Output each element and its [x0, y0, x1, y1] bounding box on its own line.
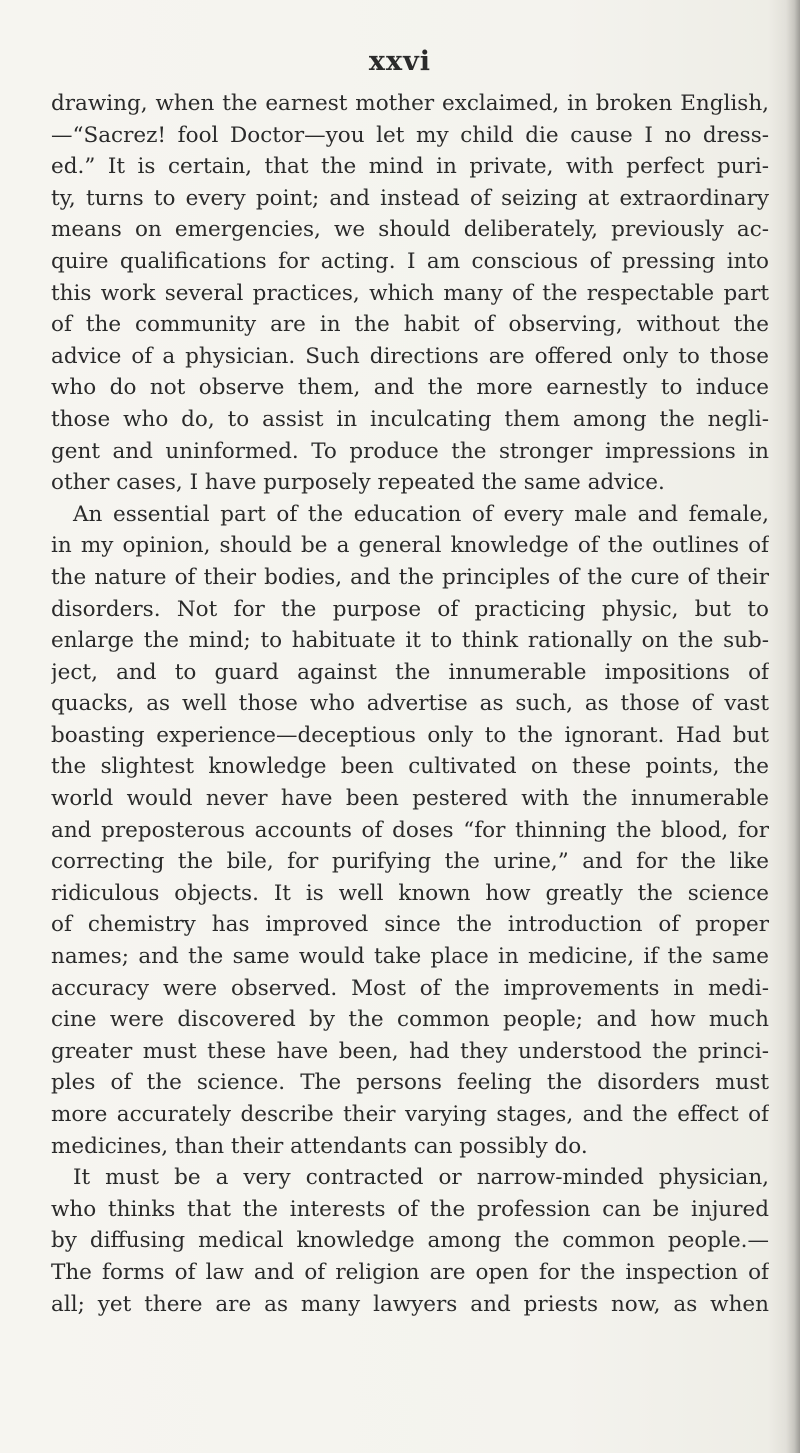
- text-line: The forms of law and of religion are open for the inspection of: [51, 1259, 769, 1285]
- text-line: names; and the same would take place in medicine, if the same: [51, 944, 769, 970]
- text-line: in my opinion, should be a general knowledge of the outlines of: [51, 533, 769, 559]
- text-line: all; yet there are as many lawyers and priests now, as when: [51, 1291, 769, 1317]
- text-line: ject, and to guard against the innumerable impositions of: [51, 659, 769, 685]
- text-line: correcting the bile, for purifying the urine,” and for the like: [51, 849, 769, 875]
- text-line: ples of the science. The persons feeling the disorders must: [51, 1070, 769, 1096]
- text-line: quacks, as well those who advertise as such, as those of vast: [51, 691, 769, 717]
- text-line: disorders. Not for the purpose of practicing physic, but to: [51, 596, 769, 622]
- text-line: and preposterous accounts of doses “for thinning the blood, for: [51, 817, 769, 843]
- text-line: who thinks that the interests of the profession can be injured: [51, 1196, 769, 1222]
- text-line: those who do, to assist in inculcating them among the negli-: [51, 406, 769, 432]
- text-line: gent and uninformed. To produce the stronger impressions in: [51, 438, 769, 464]
- text-line: greater must these have been, had they understood the princi-: [51, 1038, 769, 1064]
- text-line: advice of a physician. Such directions are offered only to those: [51, 343, 769, 369]
- text-line: —“Sacrez! fool Doctor—you let my child die cause I no dress-: [51, 122, 769, 148]
- text-line: the nature of their bodies, and the principles of the cure of their: [51, 564, 769, 590]
- text-line: other cases, I have purposely repeated the same advice.: [51, 470, 665, 496]
- text-line: It must be a very contracted or narrow-minded physician,: [73, 1165, 769, 1191]
- text-line: boasting experience—deceptious only to the ignorant. Had but: [51, 722, 769, 748]
- text-line: this work several practices, which many of the respectable part: [51, 280, 769, 306]
- text-line: ed.” It is certain, that the mind in private, with perfect puri-: [51, 154, 769, 180]
- page-edge-shadow: [786, 0, 800, 1453]
- text-line: of chemistry has improved since the introduction of proper: [51, 912, 769, 938]
- text-line: world would never have been pestered with the innumerable: [51, 786, 769, 812]
- text-line: quire qualifications for acting. I am conscious of pressing into: [51, 248, 769, 274]
- body-text: [51, 88, 769, 1320]
- text-line: the slightest knowledge been cultivated on these points, the: [51, 754, 769, 780]
- text-line: drawing, when the earnest mother exclaimed, in broken English,: [51, 91, 769, 116]
- text-line: ridiculous objects. It is well known how greatly the science: [51, 880, 769, 906]
- text-line: cine were discovered by the common people; and how much: [51, 1007, 769, 1033]
- text-line: who do not observe them, and the more earnestly to induce: [51, 375, 769, 401]
- text-line: more accurately describe their varying stages, and the effect of: [51, 1102, 769, 1127]
- text-line: An essential part of the education of every male and female,: [73, 501, 769, 527]
- text-line: means on emergencies, we should deliberately, previously ac-: [51, 217, 769, 243]
- text-line: by diffusing medical knowledge among the common people.—: [51, 1228, 769, 1254]
- page-number: xxvi: [368, 46, 432, 77]
- text-line: enlarge the mind; to habituate it to think rationally on the sub-: [51, 628, 769, 654]
- text-line: of the community are in the habit of observing, without the: [51, 312, 769, 338]
- text-line: ty, turns to every point; and instead of seizing at extraordinary: [51, 185, 769, 211]
- text-line: accuracy were observed. Most of the improvements in medi-: [51, 975, 769, 1001]
- text-line: medicines, than their attendants can possibly do.: [51, 1133, 588, 1159]
